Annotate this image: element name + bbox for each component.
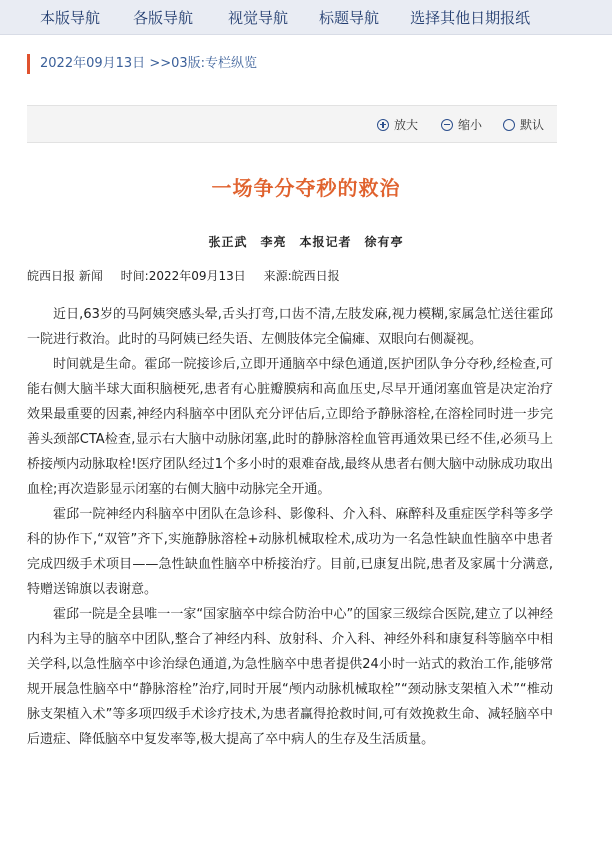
article-paragraph: 霍邱一院神经内科脑卒中团队在急诊科、影像科、介入科、麻醉科及重症医学科等多学科的协作下,“双管”齐下,实施静脉溶栓+动脉机械取栓术,成功为一名急性缺血性脑卒中患者完成四级手术项目——急性缺血性脑卒中桥接治疗。目前,已康复出院,患者及家属十分满意,特赠送锦旗以表谢意。: [27, 507, 553, 597]
nav-visual[interactable]: 视觉导航: [228, 8, 289, 27]
article-authors: 张正武 李亮 本报记者 徐有亭: [208, 235, 404, 249]
breadcrumb-date[interactable]: 2022年09月13日: [40, 56, 146, 71]
nav-all-pages[interactable]: 各版导航: [133, 8, 194, 27]
zoom-out-icon: [441, 119, 453, 131]
nav-other-dates[interactable]: 选择其他日期报纸: [410, 8, 531, 27]
meta-time: 时间:2022年09月13日: [120, 269, 246, 283]
nav-titles[interactable]: 标题导航: [319, 8, 380, 27]
top-navigation: [0, 0, 612, 35]
zoom-in-button[interactable]: [377, 116, 418, 133]
breadcrumb-separator: >>: [149, 56, 172, 71]
article-paragraph: 近日,63岁的马阿姨突感头晕,舌头打弯,口齿不清,左肢发麻,视力模糊,家属急忙送往霍邱一院进行救治。此时的马阿姨已经失语、左侧肢体完全偏瘫、双眼向右侧凝视。: [27, 307, 553, 347]
meta-source: 皖西日报 新闻: [27, 269, 103, 283]
default-size-icon: [503, 119, 515, 131]
meta-origin: 来源:皖西日报: [263, 269, 340, 283]
article-meta: [27, 267, 354, 284]
font-size-toolbar: [27, 105, 557, 143]
article-paragraph: 时间就是生命。霍邱一院接诊后,立即开通脑卒中绿色通道,医护团队争分夺秒,经检查,可能右侧大脑半球大面积脑梗死,患者有心脏瓣膜病和高血压史,尽早开通闭塞血管是决定治疗效果最重要的因素,神经内科脑卒中团队充分评估后,立即给予静脉溶栓,在溶栓同时进一步完善头颈部CTA检查,显示右大脑中动脉闭塞,此时的静脉溶栓血管再通效果已经不佳,必须马上桥接颅内动脉取栓!医疗团队经过1个多小时的艰难奋战,最终从患者右侧大脑中动脉成功取出血栓;再次造影显示闭塞的右侧大脑中动脉完全开通。: [27, 357, 553, 497]
default-size-label: 默认: [520, 118, 545, 132]
default-size-button[interactable]: [503, 116, 544, 133]
zoom-in-icon: [377, 119, 389, 131]
breadcrumb: [27, 54, 257, 74]
article-title: 一场争分夺秒的救治: [211, 176, 401, 200]
zoom-out-button[interactable]: [441, 116, 482, 133]
breadcrumb-section[interactable]: 03版:专栏纵览: [171, 56, 258, 71]
article-paragraph: 霍邱一院是全县唯一一家“国家脑卒中综合防治中心”的国家三级综合医院,建立了以神经内科为主导的脑卒中团队,整合了神经内科、放射科、介入科、神经外科和康复科等脑卒中相关学科,以急性脑卒中诊治绿色通道,为急性脑卒中患者提供24小时一站式的救治工作,能够常规开展急性脑卒中“静脉溶栓”治疗,同时开展“颅内动脉机械取栓”“颈动脉支架植入术”“椎动脉支架植入术”等多项四级手术诊疗技术,为患者赢得抢救时间,可有效挽救生命、减轻脑卒中后遗症、降低脑卒中复发率等,极大提高了卒中病人的生存及生活质量。: [27, 607, 553, 747]
article-body: [27, 302, 553, 752]
zoom-out-label: 缩小: [458, 118, 483, 132]
nav-this-page[interactable]: 本版导航: [40, 8, 101, 27]
zoom-in-label: 放大: [394, 118, 419, 132]
